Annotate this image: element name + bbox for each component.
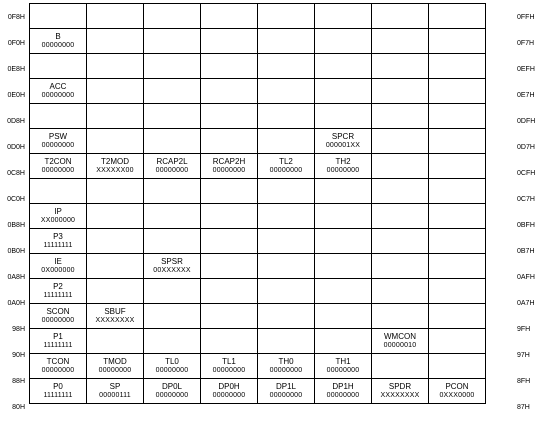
register-reset-value: XXXXXX00 — [96, 167, 134, 174]
register-name: IP — [54, 207, 62, 216]
empty-cell — [315, 179, 372, 204]
empty-cell — [87, 179, 144, 204]
register-name: IE — [54, 257, 62, 266]
register-cell — [144, 154, 201, 179]
empty-cell — [144, 279, 201, 304]
sfr-row — [30, 229, 486, 254]
row-end-address: 0BFH — [517, 222, 535, 229]
empty-cell — [144, 304, 201, 329]
register-cell — [87, 304, 144, 329]
register-cell — [315, 379, 372, 404]
empty-cell — [429, 54, 486, 79]
row-end-address: 0DFH — [517, 118, 536, 125]
row-start-address: 98H — [12, 326, 25, 333]
sfr-row — [30, 329, 486, 354]
register-name: SPDR — [388, 382, 412, 391]
register-name: TL1 — [222, 357, 236, 366]
register-cell — [30, 79, 87, 104]
register-reset-value: 00000000 — [269, 367, 303, 374]
row-end-address: 97H — [517, 352, 530, 359]
empty-cell — [258, 329, 315, 354]
register-reset-value: 00000000 — [41, 167, 75, 174]
register-name: P1 — [53, 332, 63, 341]
register-reset-value: 000001XX — [325, 142, 361, 149]
row-end-address: 0B7H — [517, 248, 535, 255]
register-name: T2MOD — [101, 157, 129, 166]
empty-cell — [201, 29, 258, 54]
sfr-row — [30, 129, 486, 154]
empty-cell — [144, 129, 201, 154]
register-cell — [201, 154, 258, 179]
sfr-row — [30, 379, 486, 404]
register-reset-value: 00000000 — [41, 317, 75, 324]
register-cell — [372, 379, 429, 404]
empty-cell — [315, 329, 372, 354]
row-start-address: 0B8H — [7, 222, 25, 229]
empty-cell — [201, 229, 258, 254]
empty-cell — [201, 4, 258, 29]
register-name: RCAP2L — [156, 157, 188, 166]
empty-cell — [429, 279, 486, 304]
row-start-address: 0D8H — [7, 118, 25, 125]
register-name: SP — [109, 382, 121, 391]
sfr-row — [30, 104, 486, 129]
empty-cell — [258, 279, 315, 304]
row-end-address: 0CFH — [517, 170, 536, 177]
register-reset-value: 00000000 — [326, 367, 360, 374]
register-name: B — [55, 32, 61, 41]
register-name: T2CON — [44, 157, 72, 166]
register-cell — [201, 354, 258, 379]
row-start-address: 0D0H — [7, 144, 25, 151]
empty-cell — [372, 229, 429, 254]
empty-cell — [315, 254, 372, 279]
register-reset-value: 00000010 — [383, 342, 417, 349]
register-cell — [144, 254, 201, 279]
register-cell — [201, 379, 258, 404]
register-reset-value: 00000111 — [99, 392, 131, 399]
empty-cell — [87, 29, 144, 54]
empty-cell — [87, 54, 144, 79]
register-name: DP0H — [218, 382, 240, 391]
register-name: TCON — [46, 357, 70, 366]
register-reset-value: 00000000 — [269, 167, 303, 174]
empty-cell — [429, 354, 486, 379]
sfr-row — [30, 29, 486, 54]
empty-cell — [429, 79, 486, 104]
empty-cell — [258, 129, 315, 154]
register-reset-value: 00000000 — [98, 367, 132, 374]
register-name: DP1L — [275, 382, 296, 391]
register-reset-value: 00000000 — [41, 42, 75, 49]
empty-cell — [429, 229, 486, 254]
empty-cell — [144, 179, 201, 204]
register-reset-value: 11111111 — [43, 392, 73, 399]
sfr-row — [30, 279, 486, 304]
empty-cell — [429, 154, 486, 179]
empty-cell — [372, 279, 429, 304]
register-name: P0 — [53, 382, 63, 391]
register-cell — [30, 129, 87, 154]
empty-cell — [372, 79, 429, 104]
empty-cell — [429, 204, 486, 229]
empty-cell — [429, 179, 486, 204]
empty-cell — [87, 4, 144, 29]
empty-cell — [372, 4, 429, 29]
empty-cell — [315, 79, 372, 104]
row-end-address: 0D7H — [517, 144, 535, 151]
sfr-row — [30, 254, 486, 279]
register-reset-value: XXXXXXXX — [95, 317, 135, 324]
empty-cell — [429, 329, 486, 354]
empty-cell — [372, 154, 429, 179]
sfr-row — [30, 354, 486, 379]
sfr-row — [30, 79, 486, 104]
empty-cell — [201, 254, 258, 279]
empty-cell — [201, 179, 258, 204]
empty-cell — [429, 129, 486, 154]
row-end-address: 87H — [517, 404, 530, 411]
register-reset-value: 00000000 — [326, 167, 360, 174]
register-name: TL0 — [165, 357, 179, 366]
empty-cell — [315, 4, 372, 29]
sfr-row — [30, 54, 486, 79]
empty-cell — [258, 4, 315, 29]
register-cell — [258, 354, 315, 379]
empty-cell — [144, 79, 201, 104]
register-name: TL2 — [279, 157, 293, 166]
register-name: RCAP2H — [212, 157, 246, 166]
empty-cell — [201, 104, 258, 129]
empty-cell — [372, 204, 429, 229]
register-cell — [258, 379, 315, 404]
register-reset-value: 00000000 — [155, 392, 189, 399]
register-cell — [30, 279, 87, 304]
register-reset-value: 00000000 — [269, 392, 303, 399]
empty-cell — [201, 204, 258, 229]
register-reset-value: 0X000000 — [41, 267, 75, 274]
empty-cell — [372, 179, 429, 204]
empty-cell — [372, 104, 429, 129]
row-end-address: 0F7H — [517, 40, 535, 47]
empty-cell — [315, 29, 372, 54]
register-cell — [429, 379, 486, 404]
empty-cell — [144, 4, 201, 29]
register-cell — [30, 204, 87, 229]
register-cell — [30, 329, 87, 354]
empty-cell — [258, 229, 315, 254]
register-cell — [372, 329, 429, 354]
register-cell — [258, 154, 315, 179]
empty-cell — [87, 229, 144, 254]
empty-cell — [144, 29, 201, 54]
register-cell — [144, 354, 201, 379]
register-reset-value: 00000000 — [155, 167, 189, 174]
empty-cell — [258, 104, 315, 129]
empty-cell — [30, 104, 87, 129]
register-name: TH1 — [335, 357, 351, 366]
empty-cell — [429, 304, 486, 329]
register-name: SCON — [46, 307, 70, 316]
register-reset-value: 00000000 — [41, 92, 75, 99]
register-reset-value: 00000000 — [41, 367, 75, 374]
register-reset-value: 00000000 — [212, 167, 246, 174]
row-start-address: 88H — [12, 378, 25, 385]
row-end-address: 0AFH — [517, 274, 535, 281]
empty-cell — [87, 129, 144, 154]
register-reset-value: 0XXX0000 — [439, 392, 475, 399]
empty-cell — [87, 104, 144, 129]
register-reset-value: 11111111 — [43, 242, 73, 249]
row-start-address: 0F0H — [7, 40, 25, 47]
register-cell — [30, 304, 87, 329]
row-end-address: 0FFH — [517, 14, 535, 21]
row-start-address: 0B0H — [7, 248, 25, 255]
register-reset-value: 11111111 — [43, 292, 73, 299]
empty-cell — [144, 329, 201, 354]
empty-cell — [372, 354, 429, 379]
empty-cell — [315, 204, 372, 229]
sfr-row — [30, 154, 486, 179]
register-cell — [87, 379, 144, 404]
register-name: DP1H — [332, 382, 354, 391]
empty-cell — [30, 54, 87, 79]
sfr-row — [30, 304, 486, 329]
register-name: TH2 — [335, 157, 351, 166]
empty-cell — [258, 79, 315, 104]
empty-cell — [144, 229, 201, 254]
row-start-address: 80H — [12, 404, 25, 411]
empty-cell — [201, 304, 258, 329]
register-cell — [30, 379, 87, 404]
register-reset-value: XXXXXXXX — [380, 392, 420, 399]
row-end-address: 0E7H — [517, 92, 535, 99]
sfr-map-body — [30, 4, 486, 404]
register-name: ACC — [49, 82, 67, 91]
empty-cell — [258, 254, 315, 279]
sfr-row — [30, 204, 486, 229]
sfr-row — [30, 4, 486, 29]
row-end-address: 9FH — [517, 326, 531, 333]
empty-cell — [258, 204, 315, 229]
empty-cell — [30, 179, 87, 204]
register-name: SBUF — [104, 307, 126, 316]
empty-cell — [372, 129, 429, 154]
row-start-address: 0A8H — [7, 274, 25, 281]
register-name: PSW — [48, 132, 68, 141]
register-reset-value: 00000000 — [326, 392, 360, 399]
empty-cell — [258, 179, 315, 204]
empty-cell — [315, 229, 372, 254]
empty-cell — [258, 29, 315, 54]
empty-cell — [429, 29, 486, 54]
empty-cell — [144, 204, 201, 229]
row-end-address: 0EFH — [517, 66, 535, 73]
empty-cell — [372, 54, 429, 79]
register-cell — [315, 154, 372, 179]
empty-cell — [87, 254, 144, 279]
empty-cell — [315, 279, 372, 304]
empty-cell — [201, 54, 258, 79]
register-cell — [144, 379, 201, 404]
register-cell — [30, 354, 87, 379]
empty-cell — [87, 279, 144, 304]
empty-cell — [87, 329, 144, 354]
row-start-address: 0A0H — [7, 300, 25, 307]
register-name: PCON — [445, 382, 469, 391]
empty-cell — [201, 279, 258, 304]
register-cell — [30, 154, 87, 179]
register-cell — [30, 254, 87, 279]
sfr-row — [30, 179, 486, 204]
register-reset-value: 00XXXXXX — [153, 267, 191, 274]
register-reset-value: XX000000 — [40, 217, 76, 224]
empty-cell — [201, 329, 258, 354]
register-reset-value: 00000000 — [212, 392, 246, 399]
empty-cell — [372, 29, 429, 54]
register-reset-value: 00000000 — [212, 367, 246, 374]
row-start-address: 0E0H — [7, 92, 25, 99]
register-name: SPCR — [331, 132, 355, 141]
register-name: P2 — [53, 282, 63, 291]
register-cell — [30, 29, 87, 54]
register-cell — [315, 354, 372, 379]
empty-cell — [372, 254, 429, 279]
register-name: TMOD — [103, 357, 127, 366]
empty-cell — [429, 254, 486, 279]
empty-cell — [372, 304, 429, 329]
empty-cell — [315, 304, 372, 329]
register-reset-value: 11111111 — [43, 342, 73, 349]
empty-cell — [87, 79, 144, 104]
empty-cell — [30, 4, 87, 29]
sfr-map-table — [29, 3, 486, 404]
row-start-address: 0C0H — [7, 196, 25, 203]
register-name: DP0L — [161, 382, 182, 391]
register-cell — [30, 229, 87, 254]
register-reset-value: 00000000 — [155, 367, 189, 374]
register-name: SPSR — [161, 257, 183, 266]
empty-cell — [315, 104, 372, 129]
register-name: P3 — [53, 232, 63, 241]
row-end-address: 8FH — [517, 378, 531, 385]
row-start-address: 0E8H — [7, 66, 25, 73]
register-reset-value: 00000000 — [41, 142, 75, 149]
register-cell — [315, 129, 372, 154]
empty-cell — [144, 104, 201, 129]
empty-cell — [87, 204, 144, 229]
row-start-address: 90H — [12, 352, 25, 359]
row-start-address: 0F8H — [7, 14, 25, 21]
register-name: WMCON — [384, 332, 416, 341]
register-name: TH0 — [278, 357, 294, 366]
empty-cell — [429, 104, 486, 129]
empty-cell — [258, 54, 315, 79]
empty-cell — [201, 79, 258, 104]
empty-cell — [429, 4, 486, 29]
empty-cell — [315, 54, 372, 79]
row-end-address: 0C7H — [517, 196, 535, 203]
empty-cell — [258, 304, 315, 329]
register-cell — [87, 354, 144, 379]
row-start-address: 0C8H — [7, 170, 25, 177]
row-end-address: 0A7H — [517, 300, 535, 307]
empty-cell — [201, 129, 258, 154]
register-cell — [87, 154, 144, 179]
empty-cell — [144, 54, 201, 79]
